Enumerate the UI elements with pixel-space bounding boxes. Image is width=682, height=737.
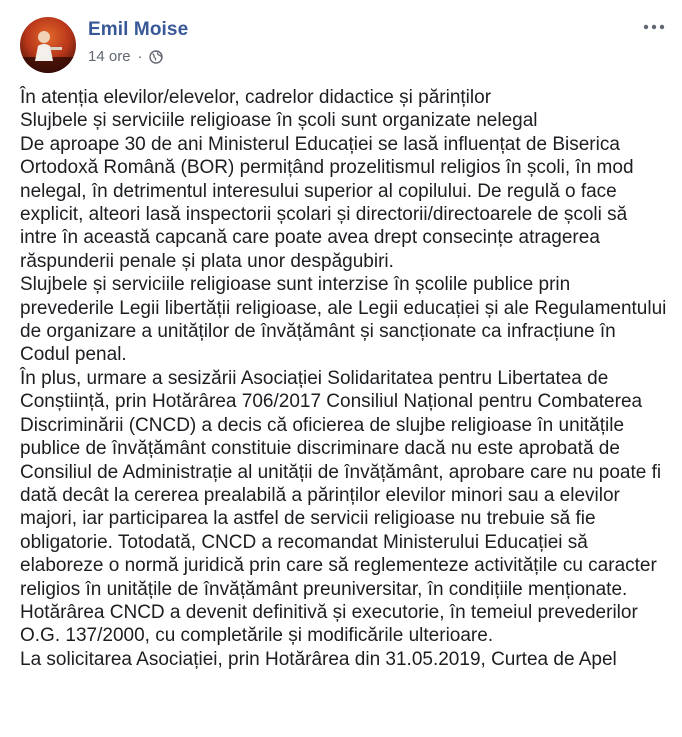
post-text-line: dată decât la cererea prealabilă a părinților elevilor minori sau a elevilor: [20, 484, 620, 506]
post-text-line: nelegal, în detrimentul interesului superior al copilului. De regulă o face: [20, 180, 617, 202]
post-text-line: În plus, urmare a sesizării Asociației Solidaritatea pentru Libertatea de: [20, 367, 609, 389]
author-name[interactable]: Emil Moise: [88, 19, 189, 40]
meta-separator: ·: [137, 48, 143, 65]
post-text-line: Slujbele și serviciile religioase în școli sunt organizate nelegal: [20, 110, 538, 132]
post-text-line: intre în această capcană care poate avea drept consecințe atragerea: [20, 227, 600, 249]
post-text-line: elaboreze o normă juridică prin care să reglementeze activitățile cu caracter: [20, 555, 657, 577]
post-text-line: prevederile Legii libertății religioase, ale Legii educației și ale Regulamentului: [20, 297, 667, 319]
post-text-line: de organizare a unităților de învățământ și sancționate ca infracțiune în: [20, 321, 616, 343]
more-dots-icon: [643, 17, 665, 35]
post-text-line: În atenția elevilor/elevelor, cadrelor didactice și părinților: [20, 87, 492, 108]
post-text-line: De aproape 30 de ani Ministerul Educației se lasă influențat de Biserica: [20, 133, 620, 155]
post-text-line: La solicitarea Asociației, prin Hotărârea din 31.05.2019, Curtea de Apel: [20, 648, 617, 670]
post-text-line: Discriminării (CNCD) a decis că oficierea de slujbe religioase în unitățile: [20, 414, 625, 436]
post-text-line: Slujbele și serviciile religioase sunt interzise în școlile publice prin: [20, 274, 571, 296]
post-text-line: Codul penal.: [20, 344, 127, 366]
post-text: [20, 86, 680, 671]
post-text-line: Conștiință, prin Hotărârea 706/2017 Consiliul Național pentru Combaterea: [20, 391, 643, 413]
post-text-line: Hotărârea CNCD a devenit definitivă și executorie, în temeiul prevederilor: [20, 601, 638, 623]
globe-icon[interactable]: [149, 50, 163, 64]
timestamp[interactable]: 14 ore: [88, 48, 131, 65]
post-text-line: religios în unitățile de învățământ preuniversitar, în condițiile menționate.: [20, 578, 628, 600]
post-text-line: majori, iar participarea la astfel de servicii religioase nu trebuie să fie: [20, 508, 596, 530]
post-text-line: obligatorie. Totodată, CNCD a recomandat Ministerului Educației să: [20, 531, 588, 553]
post-text-line: O.G. 137/2000, cu completările și modificările ulterioare.: [20, 625, 494, 647]
avatar[interactable]: [20, 17, 76, 73]
post-text-line: Ortodoxă Română (BOR) permițând prozelitismul religios în școli, în mod: [20, 157, 634, 179]
post-meta: [88, 48, 163, 65]
post-text-line: publice de învățământ constituie discriminare dacă nu este aprobată de: [20, 438, 620, 460]
post-text-line: Consiliul de Administrație al unității de învățământ, aprobare care nu poate fi: [20, 461, 662, 483]
post-text-line: explicit, alteori lasă inspectorii școlari și directorii/directoarele de școli să: [20, 204, 628, 226]
post-text-line: răspunderii penale și plata unor despăgubiri.: [20, 250, 394, 272]
more-options-button[interactable]: [640, 16, 668, 36]
